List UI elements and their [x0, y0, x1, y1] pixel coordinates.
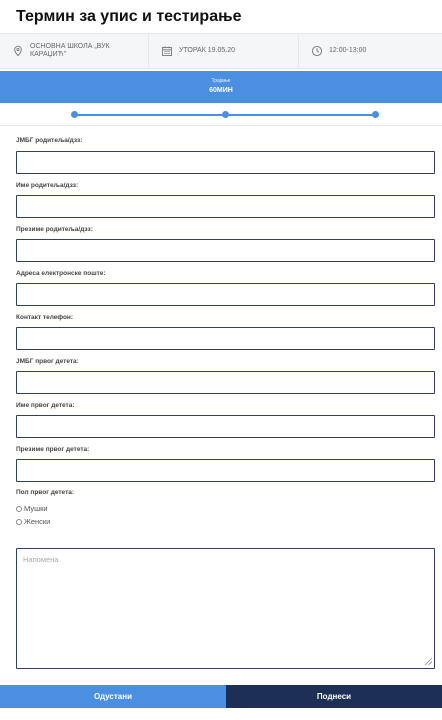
child-jmbg-input[interactable] — [16, 371, 435, 394]
progress-stepper — [0, 104, 442, 126]
gender-option-male-label: Мушки — [24, 504, 48, 513]
cancel-button[interactable]: Одустани — [0, 685, 226, 708]
appointment-info-bar — [0, 33, 442, 69]
parent-last-name-label: Презиме родитеља/дзз: — [16, 226, 93, 233]
gender-option-female[interactable] — [16, 517, 50, 526]
email-label: Адреса електронске поште: — [16, 270, 106, 277]
location-line-1: ОСНОВНА ШКОЛА „ВУК — [30, 43, 110, 50]
page-title: Термин за упис и тестирање — [16, 8, 242, 25]
child-last-name-label: Презиме првог детета: — [16, 446, 90, 453]
duration-label: Трајање — [211, 78, 231, 84]
location-pin-icon — [12, 45, 24, 57]
radio-male[interactable] — [16, 506, 22, 512]
duration-banner — [0, 71, 442, 103]
submit-button[interactable]: Поднеси — [226, 685, 442, 708]
phone-input[interactable] — [16, 327, 435, 350]
date-info — [148, 34, 298, 68]
parent-first-name-label: Име родитеља/дзз: — [16, 182, 79, 189]
calendar-icon — [161, 45, 173, 57]
gender-option-male[interactable] — [16, 504, 48, 513]
parent-last-name-input[interactable] — [16, 239, 435, 262]
phone-label: Контакт телефон: — [16, 314, 74, 321]
date-text: УТОРАК 19.05.20 — [179, 47, 235, 54]
child-first-name-input[interactable] — [16, 415, 435, 438]
location-line-2: КАРАЏИЋ" — [30, 51, 67, 58]
stepper-divider — [0, 125, 442, 126]
clock-icon — [311, 45, 323, 57]
time-text: 12:00-13:00 — [329, 47, 367, 54]
child-last-name-input[interactable] — [16, 459, 435, 482]
radio-female[interactable] — [16, 519, 22, 525]
child-first-name-label: Име првог детета: — [16, 402, 75, 409]
parent-jmbg-input[interactable] — [16, 151, 435, 174]
location-info — [0, 34, 148, 68]
time-info — [298, 34, 442, 68]
gender-option-female-label: Женски — [24, 517, 51, 526]
resize-grip-icon[interactable] — [424, 657, 433, 666]
stepper-dot-3 — [372, 111, 379, 118]
duration-value: 60МИН — [209, 87, 233, 94]
email-input[interactable] — [16, 283, 435, 306]
parent-jmbg-label: ЈМБГ родитеља/дзз: — [16, 137, 83, 144]
stepper-dot-1 — [71, 111, 78, 118]
child-gender-label: Пол првог детета: — [16, 489, 75, 496]
parent-first-name-input[interactable] — [16, 195, 435, 218]
stepper-dot-2 — [222, 111, 229, 118]
note-textarea[interactable] — [16, 548, 435, 669]
child-jmbg-label: ЈМБГ првог детета: — [16, 358, 79, 365]
